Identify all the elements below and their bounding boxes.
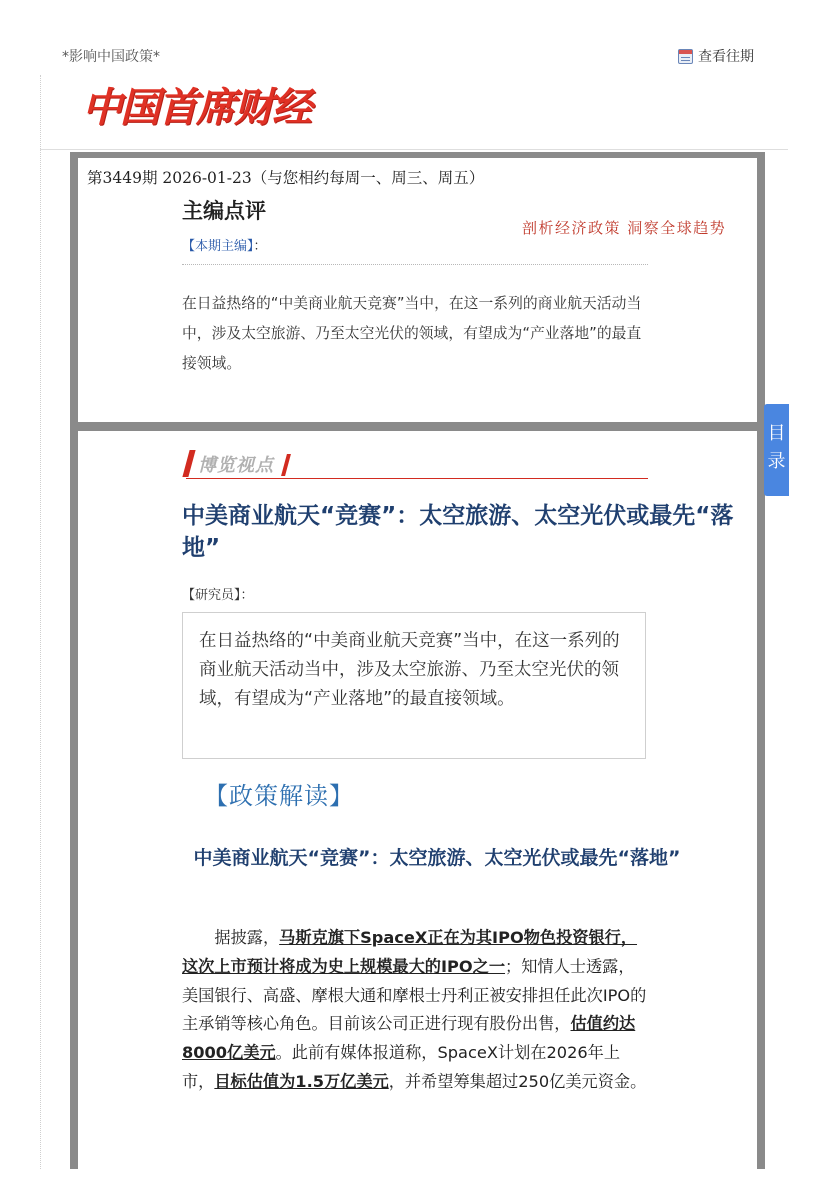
header-divider bbox=[40, 149, 788, 150]
article-subtitle: 中美商业航天“竞赛”：太空旅游、太空光伏或最先“落地” bbox=[193, 847, 681, 869]
toc-char-2: 录 bbox=[767, 451, 786, 472]
body-highlight-2: 估值约达8000亿美元 bbox=[182, 1014, 636, 1063]
editor-colon: ： bbox=[253, 239, 267, 254]
body-highlight-3: 目标估值为1.5万亿美元 bbox=[214, 1071, 389, 1091]
body-text-1: 据披露， bbox=[214, 928, 280, 947]
body-text-3: 。此前有媒体报道称，SpaceX计划在2026年上市， bbox=[182, 1043, 621, 1091]
slogan: 剖析经济政策 洞察全球趋势 bbox=[522, 219, 727, 237]
section-underline bbox=[186, 478, 648, 479]
editor-label: 【本期主编】 bbox=[182, 239, 254, 254]
issue-info: 第3449期 2026-01-23（与您相约每周一、周三、周五） bbox=[87, 169, 485, 187]
view-archive-link[interactable] bbox=[678, 46, 754, 66]
section-title: 博览视点 bbox=[198, 455, 274, 476]
article-title: 中美商业航天“竞赛”：太空旅游、太空光伏或最先“落地” bbox=[182, 503, 734, 561]
editorial-title: 主编点评 bbox=[182, 199, 266, 223]
editorial-divider bbox=[182, 264, 648, 265]
view-archive-label: 查看往期 bbox=[698, 49, 754, 65]
body-text-2: ；知情人士透露，美国银行、高盛、摩根大通和摩根士丹利正被安排担任此次IPO的主承销等核心角色。目前该公司正进行现有股份出售， bbox=[182, 956, 647, 1034]
toc-button[interactable] bbox=[764, 404, 789, 496]
editor-line bbox=[182, 235, 267, 254]
toc-char-1: 目 bbox=[767, 423, 786, 444]
section-accent-end bbox=[281, 454, 291, 476]
calendar-icon bbox=[678, 49, 693, 64]
brand-logo: 中国首席财经 bbox=[82, 85, 310, 131]
researcher-label: 【研究员】： bbox=[182, 588, 254, 603]
policy-interpretation-label: 【政策解读】 bbox=[204, 782, 354, 810]
article-summary: 在日益热络的“中美商业航天竞赛”当中，在这一系列的商业航天活动当中，涉及太空旅游、乃至太空光伏的领域，有望成为“产业落地”的最直接领域。 bbox=[182, 612, 646, 759]
tagline: *影响中国政策* bbox=[62, 49, 160, 65]
editorial-text: 在日益热络的“中美商业航天竞赛”当中，在这一系列的商业航天活动当中，涉及太空旅游、乃至太空光伏的领域，有望成为“产业落地”的最直接领域。 bbox=[182, 295, 642, 372]
body-highlight-1: 马斯克旗下SpaceX正在为其IPO物色投资银行，这次上市预计将成为史上规模最大的IPO之一 bbox=[182, 928, 638, 976]
section-header bbox=[186, 448, 648, 480]
page-margin-line bbox=[40, 75, 41, 1169]
article-body bbox=[182, 924, 648, 1097]
body-text-4: ，并希望筹集超过250亿美元资金。 bbox=[388, 1071, 647, 1091]
